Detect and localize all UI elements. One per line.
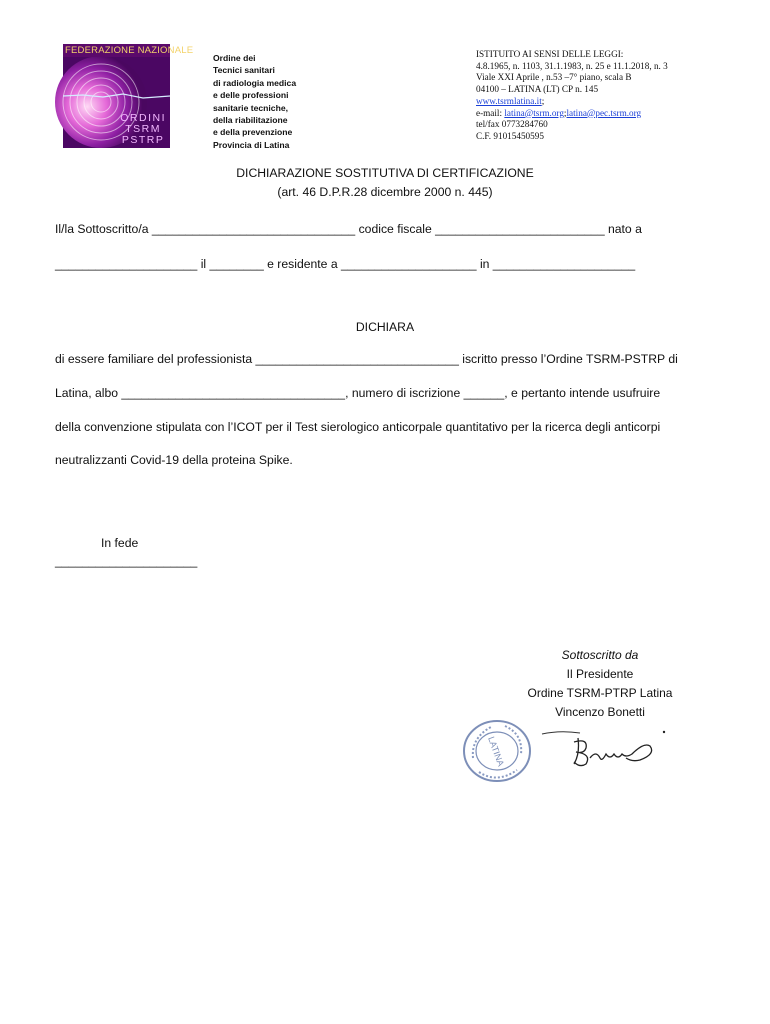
- institute-line-3: Viale XXI Aprile , n.53 –7° piano, scala B: [476, 72, 632, 83]
- paragraph-line-4: neutralizzanti Covid-19 della proteina Spike.: [55, 453, 293, 467]
- paragraph-line-2: Latina, albo _________________________________, numero di iscrizione ______, e pertanto intende usufruire: [55, 386, 661, 400]
- org-line: sanitarie tecniche,: [213, 102, 288, 113]
- institute-line-1: ISTITUITO AI SENSI DELLE LEGGI:: [476, 49, 624, 59]
- logo-line-3: PSTRP: [121, 134, 165, 146]
- tel-fax: tel/fax 0773284760: [476, 119, 548, 130]
- org-line: e della prevenzione: [213, 127, 293, 138]
- website-link[interactable]: www.tsrmlatina.it: [476, 95, 542, 106]
- dichiara-heading: DICHIARA: [355, 320, 415, 334]
- paragraph-line-1: di essere familiare del professionista ______________________________ iscritto presso l’Ordine TSRM-PSTRP di: [55, 352, 678, 366]
- email-separator: ;: [563, 107, 567, 118]
- signed-by-label: Sottoscritto da: [561, 648, 639, 662]
- org-line: della riabilitazione: [213, 115, 288, 126]
- official-stamp-icon: [461, 718, 533, 784]
- email-row: [476, 108, 668, 120]
- form-line-birth-residence: _____________________ il ________ e residente a ____________________ in _____________________: [55, 257, 636, 271]
- institute-info: [476, 49, 668, 143]
- org-line: e delle professioni: [213, 90, 289, 101]
- signer-role: Il Presidente: [566, 667, 634, 681]
- document-title: DICHIARAZIONE SOSTITUTIVA DI CERTIFICAZIONE: [236, 166, 534, 180]
- organization-name: [213, 52, 296, 151]
- email-link-2[interactable]: latina@pec.tsrm.org: [566, 107, 642, 118]
- handwritten-signature-icon: [540, 724, 670, 772]
- logo-bottom-text: [120, 113, 166, 146]
- in-fede-label: In fede: [101, 536, 139, 550]
- org-line: Tecnici sanitari: [213, 65, 275, 76]
- logo-top-text: FEDERAZIONE NAZIONALE: [65, 45, 194, 56]
- logo-line-1: ORDINI: [120, 112, 166, 124]
- org-line: Ordine dei: [213, 53, 256, 63]
- org-line: Provincia di Latina: [213, 139, 290, 150]
- website-suffix: ;: [541, 95, 545, 106]
- document-subtitle: (art. 46 D.P.R.28 dicembre 2000 n. 445): [277, 185, 493, 199]
- svg-text:LATINA: LATINA: [486, 735, 507, 768]
- paragraph-line-3: della convenzione stipulata con l’ICOT per il Test sierologico anticorpale quantitativo per la ricerca degli anticorpi: [55, 420, 661, 434]
- in-fede-signature-line: _____________________: [55, 554, 198, 568]
- fiscal-code: C.F. 91015450595: [476, 130, 544, 141]
- institute-line-4: 04100 – LATINA (LT) CP n. 145: [476, 84, 599, 95]
- email-link-1[interactable]: latina@tsrm.org: [504, 107, 564, 118]
- form-line-signatory: Il/la Sottoscritto/a ______________________________ codice fiscale _________________________ nato a: [55, 222, 642, 236]
- ordine-logo: [63, 44, 194, 148]
- signature-block: [470, 646, 730, 722]
- signer-organization: Ordine TSRM-PTRP Latina: [527, 686, 673, 700]
- org-line: di radiologia medica: [213, 77, 297, 88]
- institute-line-2: 4.8.1965, n. 1103, 31.1.1983, n. 25 e 11.1.2018, n. 3: [476, 60, 668, 71]
- email-label: e-mail:: [476, 107, 505, 118]
- website-row: [476, 96, 668, 108]
- logo-line-2: TSRM: [125, 123, 161, 135]
- signer-name: Vincenzo Bonetti: [555, 705, 645, 719]
